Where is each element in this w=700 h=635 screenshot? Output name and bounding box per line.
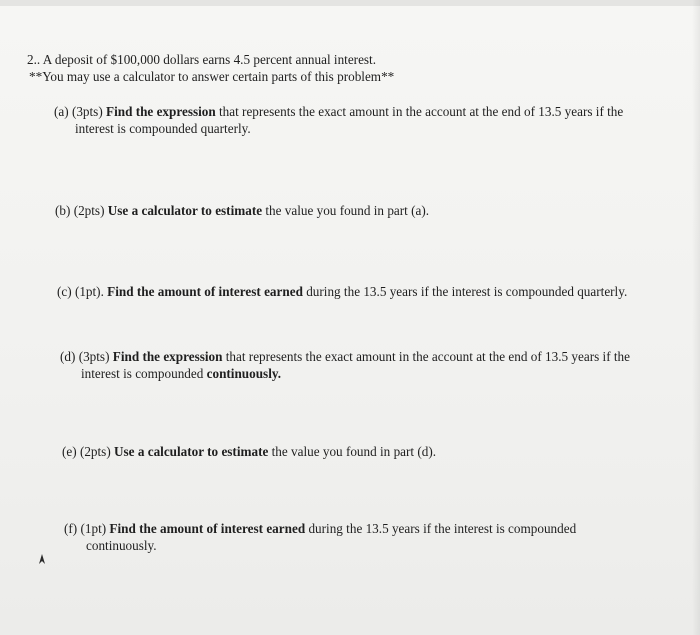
part-e	[62, 444, 436, 459]
part-d-line2	[81, 366, 281, 381]
part-c-text: during the 13.5 years if the interest is compounded quarterly.	[306, 284, 628, 299]
part-d-text: that represents the exact amount in the account at the end of 13.5 years if the	[225, 349, 631, 364]
part-d-instruction: Find the expression	[112, 349, 223, 364]
part-f-instruction: Find the amount of interest earned	[109, 521, 306, 536]
part-d-line2-text: interest is compounded	[81, 366, 204, 381]
problem-statement: 2.. A deposit of $100,000 dollars earns 4.5 percent annual interest.	[27, 52, 377, 67]
part-f-label: (f)	[64, 521, 78, 536]
part-c-instruction: Find the amount of interest earned	[107, 284, 303, 299]
part-e-label: (e)	[62, 444, 77, 459]
part-a-instruction: Find the expression	[106, 104, 216, 119]
part-e-points: (2pts)	[79, 444, 111, 459]
part-d	[60, 349, 630, 364]
calculator-note: **You may use a calculator to answer certain parts of this problem**	[29, 69, 395, 84]
part-f-line2: continuously.	[86, 538, 157, 553]
page-right-shadow	[692, 0, 700, 635]
part-c-label: (c)	[57, 284, 72, 299]
part-d-line2-emphasis: continuously.	[206, 366, 282, 381]
part-f	[64, 521, 576, 536]
part-a	[54, 104, 623, 119]
part-b-text: the value you found in part (a).	[265, 203, 430, 218]
part-f-points: (1pt)	[80, 521, 107, 536]
part-c	[57, 284, 627, 299]
part-e-text: the value you found in part (d).	[271, 444, 437, 459]
part-f-text: during the 13.5 years if the interest is compounded	[308, 521, 577, 536]
part-d-points: (3pts)	[78, 349, 110, 364]
page-top-edge	[0, 0, 700, 6]
mouse-pointer-icon	[37, 553, 47, 565]
part-b-points: (2pts)	[73, 203, 105, 218]
part-d-label: (d)	[60, 349, 76, 364]
part-c-points: (1pt).	[74, 284, 104, 299]
part-e-instruction: Use a calculator to estimate	[114, 444, 269, 459]
part-b-instruction: Use a calculator to estimate	[107, 203, 263, 218]
part-a-label: (a)	[54, 104, 69, 119]
part-b	[55, 203, 429, 218]
part-a-points: (3pts)	[71, 104, 103, 119]
part-a-line2: interest is compounded quarterly.	[75, 121, 251, 136]
part-b-label: (b)	[55, 203, 71, 218]
part-a-text: that represents the exact amount in the account at the end of 13.5 years if the	[218, 104, 624, 119]
